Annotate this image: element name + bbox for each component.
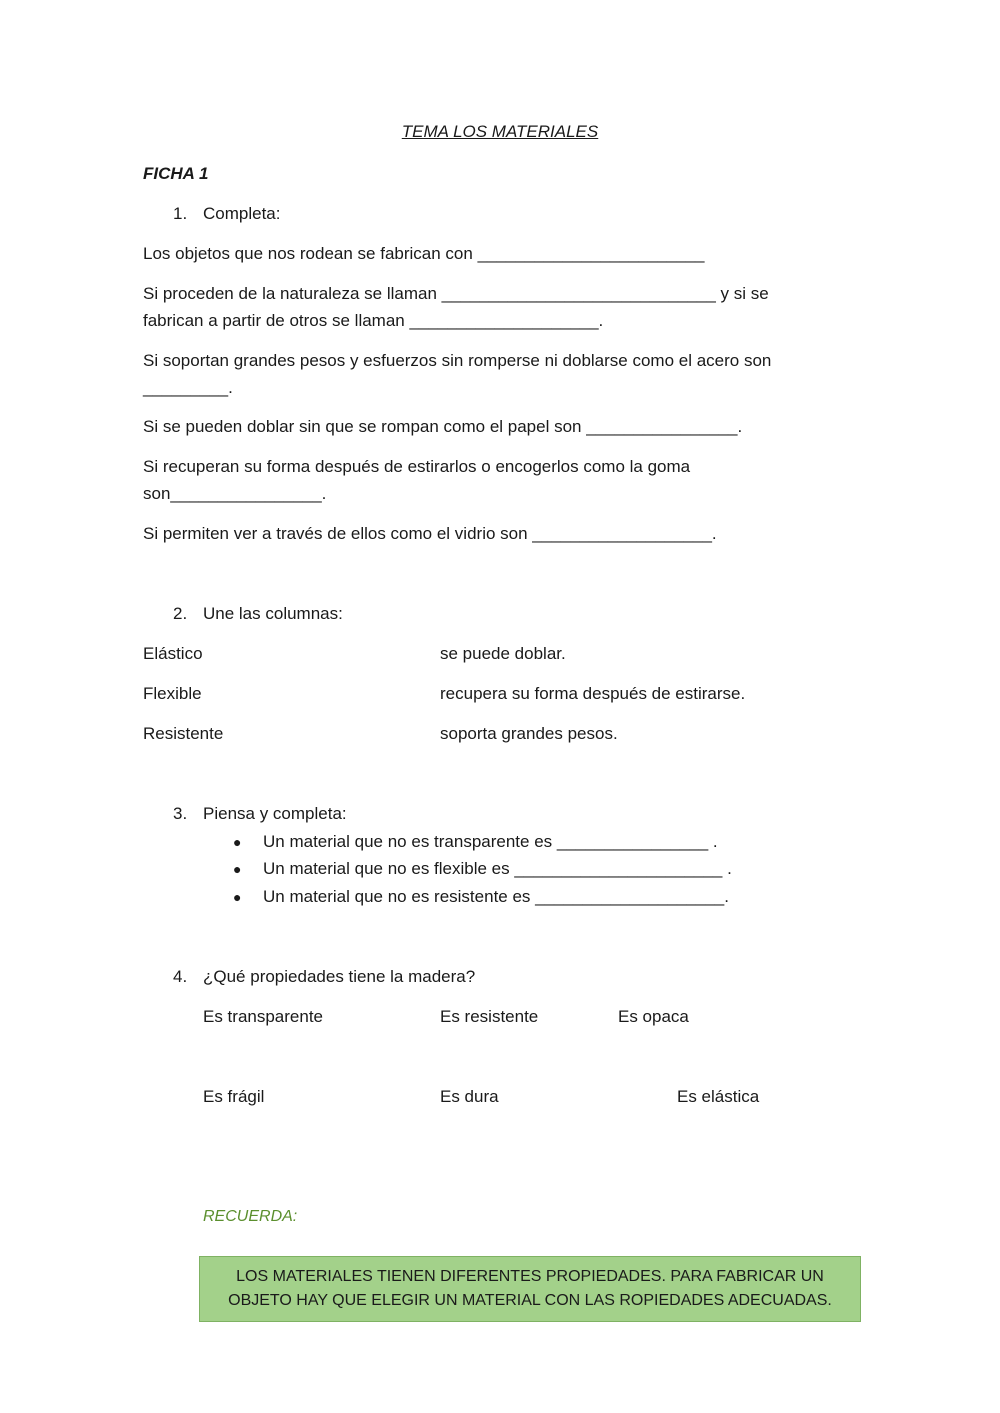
q1-line: Los objetos que nos rodean se fabrican con ________________________: [143, 244, 705, 263]
match-left-item[interactable]: Resistente: [143, 724, 224, 743]
bullet-icon: ●: [233, 889, 242, 905]
page-title: TEMA LOS MATERIALES: [401, 122, 599, 141]
q3-bullet: Un material que no es resistente es ____________________.: [263, 887, 729, 906]
q2-label: Une las columnas:: [203, 604, 343, 623]
bullet-icon: ●: [233, 834, 242, 850]
q1-line: Si recuperan su forma después de estirarlos o encogerlos como la goma: [143, 457, 691, 476]
bullet-icon: ●: [233, 861, 242, 877]
q3-bullet: Un material que no es transparente es ________________ .: [263, 832, 718, 851]
q1-label: Completa:: [203, 204, 281, 223]
match-left-item[interactable]: Elástico: [143, 644, 203, 663]
property-option[interactable]: Es dura: [440, 1087, 499, 1106]
q1-line: _________.: [143, 378, 233, 397]
worksheet-label: FICHA 1: [143, 164, 209, 183]
q3-bullet: Un material que no es flexible es ______________________ .: [263, 859, 732, 878]
recuerda-text: LOS MATERIALES TIENEN DIFERENTES PROPIEDADES. PARA FABRICAR UN OBJETO HAY QUE ELEGIR UN MATERIAL CON LAS ROPIEDADES ADECUADAS.: [228, 1268, 832, 1309]
property-option[interactable]: Es elástica: [677, 1087, 760, 1106]
q4-label: ¿Qué propiedades tiene la madera?: [203, 967, 476, 986]
q3-label: Piensa y completa:: [203, 804, 347, 823]
property-option[interactable]: Es frágil: [203, 1087, 265, 1106]
match-right-item[interactable]: recupera su forma después de estirarse.: [440, 684, 746, 703]
recuerda-label: RECUERDA:: [203, 1208, 298, 1225]
q1-number: 1.: [173, 204, 188, 223]
q2-number: 2.: [173, 604, 188, 623]
property-option[interactable]: Es opaca: [618, 1007, 689, 1026]
property-option[interactable]: Es transparente: [203, 1007, 324, 1026]
q1-line: Si permiten ver a través de ellos como el vidrio son ___________________.: [143, 524, 717, 543]
recuerda-box: [199, 1256, 861, 1322]
match-right-item[interactable]: soporta grandes pesos.: [440, 724, 618, 743]
q4-number: 4.: [173, 967, 188, 986]
property-option[interactable]: Es resistente: [440, 1007, 539, 1026]
q1-line: Si soportan grandes pesos y esfuerzos sin romperse ni doblarse como el acero son: [143, 351, 772, 370]
q1-line: son________________.: [143, 484, 327, 503]
q1-line: Si proceden de la naturaleza se llaman _____________________________ y si se: [143, 284, 769, 303]
q1-line: Si se pueden doblar sin que se rompan como el papel son ________________.: [143, 417, 743, 436]
match-right-item[interactable]: se puede doblar.: [440, 644, 566, 663]
q1-line: fabrican a partir de otros se llaman ____________________.: [143, 311, 604, 330]
match-left-item[interactable]: Flexible: [143, 684, 202, 703]
q3-number: 3.: [173, 804, 188, 823]
